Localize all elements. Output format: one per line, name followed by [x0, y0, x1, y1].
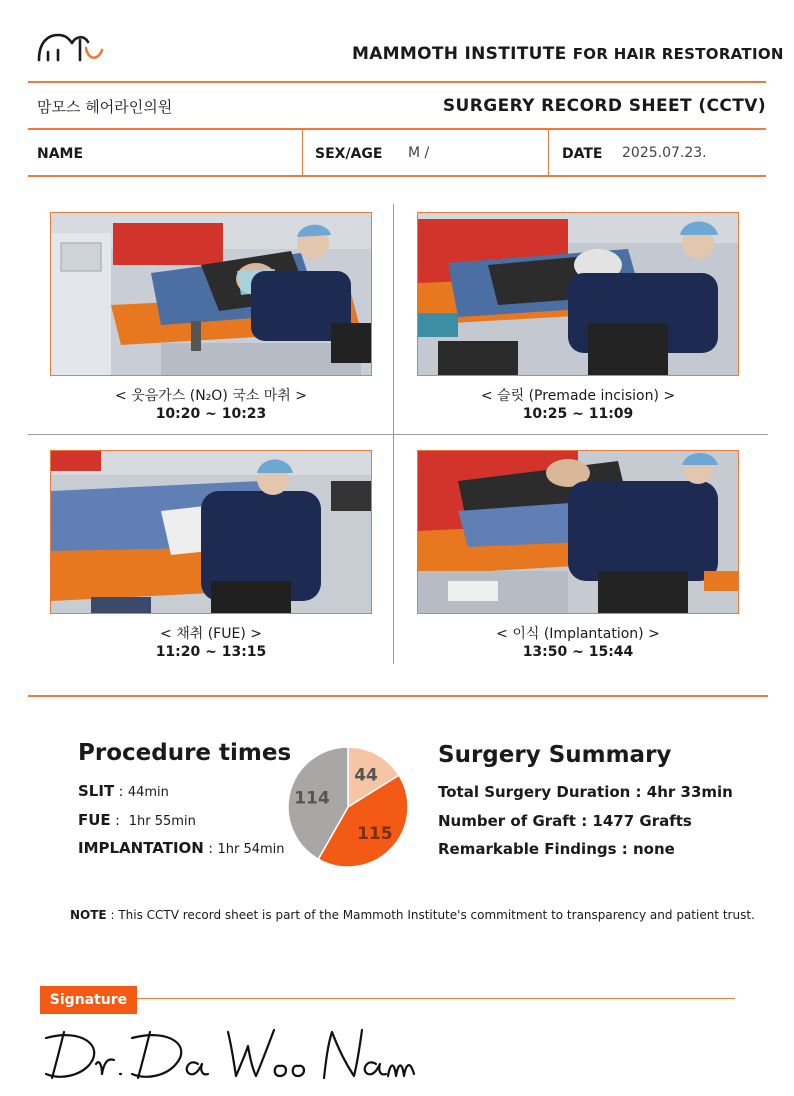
photo-caption: [50, 387, 372, 423]
field-divider: [302, 129, 303, 176]
cctv-photo-slit: [417, 212, 739, 376]
photo-caption: [417, 387, 739, 423]
title-divider: [28, 128, 766, 130]
procedure-label: FUE: [78, 811, 111, 829]
procedure-value: 1hr 55min: [128, 814, 196, 829]
procedure-separator: :: [203, 841, 218, 857]
cctv-photo-implantation: [417, 450, 739, 614]
remarkable-findings: Remarkable Findings : none: [438, 840, 675, 858]
photo-caption-time: 10:20 ~ 10:23: [155, 406, 267, 422]
sex-age-value: M /: [408, 145, 430, 161]
procedure-row-fue: [78, 811, 196, 829]
photo-caption: [50, 625, 372, 661]
procedure-label: SLIT: [78, 782, 115, 800]
brand-sub: FOR HAIR RESTORATION: [572, 45, 784, 63]
cctv-photo-anesthesia: [50, 212, 372, 376]
photo-caption-title: < 이식 (Implantation) >: [496, 626, 660, 642]
signature-badge: Signature: [40, 986, 137, 1014]
procedure-value: 44min: [127, 785, 169, 800]
procedure-row-slit: [78, 782, 169, 800]
field-divider: [548, 129, 549, 176]
note: [70, 908, 755, 922]
signature-line: [137, 998, 735, 999]
procedure-separator: :: [114, 784, 128, 800]
note-label: NOTE: [70, 908, 107, 922]
header-divider: [28, 81, 766, 83]
pie-slice-label: 114: [294, 788, 330, 809]
clinic-name-kr: 맘모스 헤어라인의원: [37, 98, 173, 116]
pie-slice-label: 44: [354, 765, 378, 786]
cctv-photo-fue: [50, 450, 372, 614]
photo-caption-time: 11:20 ~ 13:15: [155, 644, 267, 660]
photo-caption-time: 10:25 ~ 11:09: [522, 406, 634, 422]
mammoth-logo: [36, 30, 108, 66]
procedure-label: IMPLANTATION: [78, 839, 204, 857]
surgery-summary-title: Surgery Summary: [438, 742, 672, 768]
graft-count: Number of Graft : 1477 Grafts: [438, 812, 692, 830]
brand-main: MAMMOTH INSTITUTE: [352, 44, 567, 64]
photo-caption: [417, 625, 739, 661]
procedure-times-pie-chart: [285, 744, 411, 870]
photo-caption-title: < 채취 (FUE) >: [160, 626, 262, 642]
procedure-times-title: Procedure times: [78, 740, 292, 766]
grid-divider-horizontal: [28, 434, 768, 435]
procedure-separator: :: [110, 813, 129, 829]
sex-age-label: SEX/AGE: [315, 146, 383, 162]
procedure-row-implantation: [78, 839, 285, 857]
sheet-title: SURGERY RECORD SHEET (CCTV): [442, 96, 766, 116]
section-divider: [28, 695, 768, 697]
date-label: DATE: [562, 146, 603, 162]
photo-caption-title: < 슬릿 (Premade incision) >: [480, 388, 676, 404]
total-surgery-duration: Total Surgery Duration : 4hr 33min: [438, 783, 733, 801]
handwritten-signature: [42, 1024, 422, 1088]
pie-slice-label: 115: [357, 823, 393, 844]
note-text: : This CCTV record sheet is part of the Mammoth Institute's commitment to transparency and patient trust.: [106, 908, 755, 922]
photo-caption-time: 13:50 ~ 15:44: [522, 644, 634, 660]
procedure-value: 1hr 54min: [217, 842, 285, 857]
name-label: NAME: [37, 146, 84, 162]
patient-divider: [28, 175, 766, 177]
brand-name: [352, 44, 784, 64]
photo-caption-title: < 웃음가스 (N₂O) 국소 마취 >: [115, 388, 307, 404]
date-value: 2025.07.23.: [622, 145, 707, 161]
